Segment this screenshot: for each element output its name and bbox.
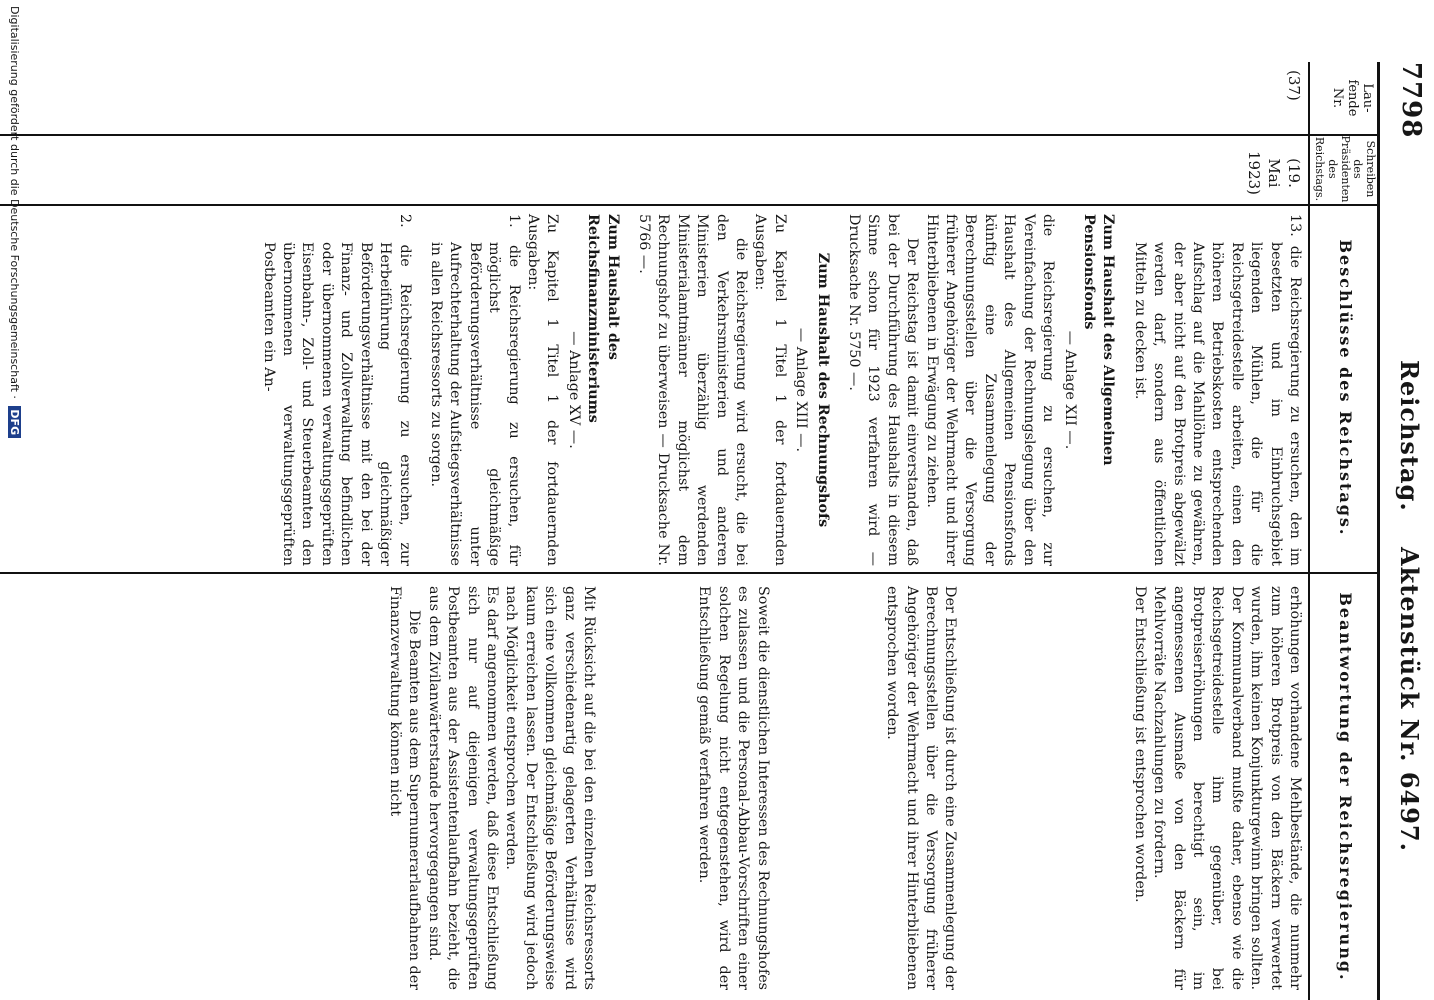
column-divider: [0, 204, 1380, 206]
beschluss-finanz-2: 2. die Reichsregierung zu ersuchen, zur Herbeiführung gleichmäßiger Beförderungsverhältnisse mit den bei der Finanz- und Zollverwaltung befindlichen oder übernommenen verwaltungsgeprüften Eisenbahn-, Zoll- und Steuerbeamten den übernommenen verwaltungsgeprüften Postbeamten ein An-: [260, 214, 413, 566]
beschluss-pensionsfonds-2: Der Reichstag ist damit einverstanden, daß bei der Durchführung des Haushalts in diesem Sinne schon für 1923 verfahren wird — Drucksache Nr. 5750 —.: [846, 214, 921, 566]
footer-text: Digitalisierung gefördert durch die Deutsche Forschungsgemeinschaft ·: [8, 6, 21, 399]
entry-number: (37): [1285, 70, 1303, 101]
top-rule: [1377, 62, 1380, 1000]
dfg-footer: [8, 6, 21, 438]
antwort-finanz-1: Mit Rücksicht auf die bei den einzelnen Reichsressorts ganz verschiedenartig gelagerten Verhältnisse wird sich eine vollkommen gleichmäßige Beförderungsweise kaum erreichen lassen. Der Entschließung wird jedoch nach Möglichkeit entsprochen werden.: [503, 586, 598, 990]
beschluss-item-13: 13. die Reichsregierung zu ersuchen, den im besetzten und im Einbruchsgebiet liegenden Mühlen, die für die Reichsgetreidestelle arbeiten, einen den höheren Betriebskosten entsprechenden Aufschlag auf die Mahllöhne zu gewähren, der aber nicht auf den Brotpreis abgewälzt werden darf, sondern aus öffentlichen Mitteln zu decken ist.: [1131, 214, 1303, 566]
column-header-beantwortung: Beantwortung der Reichsregierung.: [1336, 592, 1355, 982]
antwort-entsprochen: Der Entschließung ist entsprochen worden.: [1131, 586, 1148, 903]
antwort-finanz-3: Die Beamten aus dem Supernumerarlaufbahnen der Finanzverwaltung können nicht: [387, 586, 423, 990]
kapitel-line: Zu Kapitel 1 Titel 1 der fortdauernden Ausgaben:: [752, 214, 788, 566]
title-aktenstueck: Aktenstück Nr. 6497.: [1395, 547, 1424, 852]
antwort-rechnungshof: Soweit die dienstlichen Interessen des Rechnungshofes es zulassen und die Personal-Abbau-Vorschriften einer solchen Regelung nicht entgegenstehen, wird der Entschließung gemäß verfahren werden.: [696, 586, 771, 990]
column-divider: [0, 572, 1380, 574]
beschluesse-column: [258, 214, 1304, 566]
kapitel-line: Zu Kapitel 1 Titel 1 der fortdauernden Ausgaben:: [524, 214, 561, 566]
entry-date: (19. Mai 1923): [1245, 150, 1303, 196]
page-title: [1395, 360, 1424, 878]
antwort-finanz-2: Es darf angenommen werden, daß diese Entschließung sich nur auf diejenigen verwaltungsgeprüften Postbeamten aus der Assistentenlaufbahn bezieht, die aus dem Zivilanwärterstande hervorgegangen sind.: [425, 586, 501, 990]
beschluss-rechnungshof: die Reichsregierung wird ersucht, die bei den Verkehrsministerien und anderen Ministerien überzählig werdenden Ministerialamtmänner möglichst dem Rechnungshof zu überweisen — Drucksache Nr. 5766 —.: [636, 214, 750, 566]
section-heading-reichsfinanzministerium: Zum Haushalt des Reichsfinanzministeriums: [585, 214, 621, 423]
antwort-pensionsfonds: Der Entschließung ist durch eine Zusammenlegung der Berechnungsstellen über die Versorgung früherer Angehöriger der Wehrmacht und ihrer Hinterbliebenen entsprochen worden.: [884, 586, 959, 990]
title-reichstag: Reichstag.: [1395, 360, 1424, 512]
page-number: 7798: [1396, 62, 1426, 139]
dfg-logo: DFG: [8, 406, 21, 438]
section-heading-rechnungshof: Zum Haushalt des Rechnungshofs: [814, 252, 831, 528]
section-anlage: — Anlage XV —.: [565, 331, 582, 449]
column-header-schreiben: Schreiben des Präsidenten des Reichstags.: [1313, 135, 1377, 203]
page-header: [1386, 0, 1426, 1000]
column-header-beschluesse: Beschlüsse des Reichstags.: [1336, 239, 1355, 537]
section-anlage: — Anlage XII —.: [1061, 330, 1078, 450]
beschluss-finanz-1: 1. die Reichsregierung zu ersuchen, für möglichst gleichmäßige Beförderungsverhältnisse unter Aufrechterhaltung der Aufstiegsverhältnisse in allen Reichsressorts zu sorgen.: [427, 214, 522, 566]
beantwortung-column: [385, 586, 1304, 990]
section-anlage: — Anlage XIII —.: [793, 327, 810, 453]
column-header-laufende-nr: Lau- fende Nr.: [1330, 79, 1375, 117]
column-divider: [0, 134, 1380, 136]
section-heading-pensionsfonds: Zum Haushalt des Allgemeinen Pensionsfonds: [1080, 214, 1117, 466]
antwort-mehlbestaende: erhöhungen vorhandene Mehlbestände, die nunmehr zum höheren Brotpreis von den Bäckern verwertet wurden, ihm keinen Konjunkturgewinn bringen sollten. Der Kommunalverband mußte daher, ebenso wie die Reichsgetreidestelle ihm gegenüber, bei Brotpreiserhöhungen berechtigt sein, im angemessenen Ausmaße von den Bäckern für Mehlvorräte Nachzahlungen zu fordern.: [1151, 586, 1303, 990]
beschluss-pensionsfonds: die Reichsregierung zu ersuchen, zur Vereinfachung der Rechnungslegung über den Haushalt des Allgemeinen Pensionsfonds künftig eine Zusammenlegung der Berechnungsstellen über die Versorgung früherer Angehöriger der Wehrmacht und ihrer Hinterbliebenen in Erwägung zu ziehen.: [923, 214, 1057, 566]
